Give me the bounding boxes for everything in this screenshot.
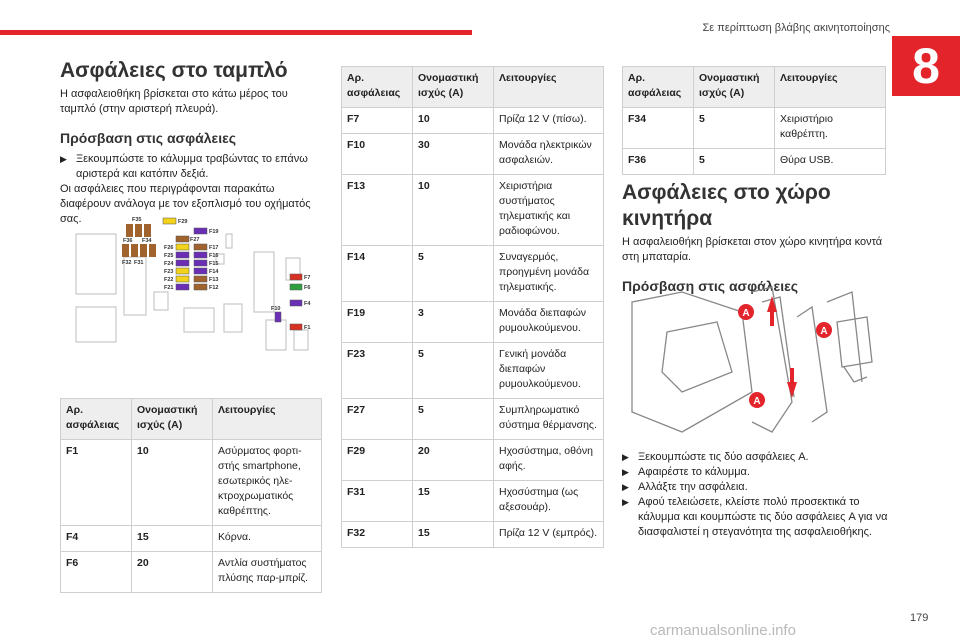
fuse-number-cell: F27: [342, 399, 413, 440]
table-header-row: [342, 67, 604, 108]
engine-fuses-title: Ασφάλειες στο χώρο κινητήρα: [622, 181, 831, 230]
dashboard-step-1: [60, 152, 322, 182]
bullet-arrow-icon: ▶: [622, 497, 629, 507]
fuse-number-cell: F13: [342, 175, 413, 246]
fuse-rating-cell: 20: [413, 440, 494, 481]
table-row: [623, 108, 886, 149]
fuse-number-cell: F34: [623, 108, 694, 149]
table-row: [342, 134, 604, 175]
engine-step-text: Αφαιρέστε το κάλυμμα.: [638, 466, 750, 478]
table-header-row: [61, 399, 322, 440]
table-row: [342, 175, 604, 246]
marker-a-label: A: [820, 326, 828, 337]
fuse-number-cell: F7: [342, 108, 413, 134]
table-row: [623, 149, 886, 175]
table-row: [342, 399, 604, 440]
fuse-function-cell: Γενική μονάδα διεπαφών ρυμουλκούμενου.: [494, 343, 604, 399]
fuse-number-cell: F31: [342, 481, 413, 522]
bullet-arrow-icon: ▶: [622, 467, 629, 477]
marker-a-label: A: [753, 396, 761, 407]
page-header-title: Σε περίπτωση βλάβης ακινητοποίησης: [702, 22, 890, 34]
fuse-label-f27: F27: [190, 237, 200, 243]
fuse-function-cell: Πρίζα 12 V (πίσω).: [494, 108, 604, 134]
dashboard-fuses-intro: Η ασφαλειοθήκη βρίσκεται στο κάτω μέρος του ταμπλό (στην αριστερή πλευρά).: [60, 88, 288, 115]
marker-a-right: [816, 322, 832, 338]
table-row: [342, 343, 604, 399]
fuse-rating-cell: 5: [694, 149, 775, 175]
dashboard-fuse-table-1: [60, 398, 322, 593]
table-row: [61, 526, 322, 552]
fuse-label-f17: F17: [209, 245, 219, 251]
watermark: carmanualsonline.info: [650, 622, 796, 639]
dashboard-access-title: Πρόσβαση στις ασφάλειες: [60, 130, 237, 146]
fuse-function-cell: Ηχοσύστημα (ως αξεσουάρ).: [494, 481, 604, 522]
bullet-arrow-icon: ▶: [622, 452, 629, 462]
fuse-label-f25: F25: [164, 253, 174, 259]
fuse-function-cell: Πρίζα 12 V (εμπρός).: [494, 522, 604, 548]
col-header-functions: Λειτουργίες: [775, 67, 886, 108]
fuse-rating-cell: 5: [413, 399, 494, 440]
bullet-arrow-icon: ▶: [622, 482, 629, 492]
fuse-function-cell: Κόρνα.: [213, 526, 322, 552]
dashboard-step-1-text: Ξεκουμπώστε το κάλυμμα τραβώντας το επάνω αριστερά και κατόπιν δεξιά.: [76, 153, 308, 180]
marker-a-top: [738, 304, 754, 320]
fuse-label-f35: F35: [132, 217, 142, 223]
engine-step-4: [622, 495, 890, 540]
dashboard-fusebox-diagram: [66, 212, 318, 382]
col-header-rating: Ονομαστική ισχύς (A): [132, 399, 213, 440]
fuse-label-f24: F24: [164, 261, 174, 267]
col-header-functions: Λειτουργίες: [213, 399, 322, 440]
fuse-function-cell: Συμπληρωματικό σύστημα θέρμανσης.: [494, 399, 604, 440]
dashboard-fuses-title: Ασφάλειες στο ταμπλό: [60, 59, 288, 82]
fuse-rating-cell: 15: [132, 526, 213, 552]
fuse-label-f6: F6: [304, 285, 311, 291]
fuse-label-f10: F10: [271, 306, 281, 312]
fuse-label-f16: F16: [209, 253, 219, 259]
table-row: [342, 481, 604, 522]
table-row: [342, 246, 604, 302]
bullet-arrow-icon: ▶: [60, 154, 67, 164]
top-accent-bar: [0, 30, 472, 35]
fuse-function-cell: Μονάδα ηλεκτρικών ασφαλειών.: [494, 134, 604, 175]
fuse-number-cell: F14: [342, 246, 413, 302]
fuse-rating-cell: 10: [413, 175, 494, 246]
engine-step-3: [622, 480, 890, 495]
fuse-label-f12: F12: [209, 285, 219, 291]
engine-fuses-intro: Η ασφαλειοθήκη βρίσκεται στον χώρο κινητήρα κοντά στη μπαταρία.: [622, 236, 883, 263]
engine-step-text: Αφού τελειώσετε, κλείστε πολύ προσεκτικά το κάλυμμα και κουμπώστε τις δύο ασφάλειες A για να διασφαλιστεί η στεγανότητα της ασφαλειοθήκης.: [638, 496, 888, 538]
fuse-function-cell: Χειριστήρια συστήματος τηλεματικής και ραδιοφώνου.: [494, 175, 604, 246]
fuse-label-f22: F22: [164, 277, 174, 283]
engine-step-2: [622, 465, 890, 480]
fuse-label-f36: F36: [123, 238, 133, 244]
fuse-label-f7: F7: [304, 275, 311, 281]
engine-steps: [622, 450, 890, 540]
fuse-number-cell: F10: [342, 134, 413, 175]
fuse-label-f32: F32: [122, 260, 132, 266]
dashboard-fuse-table-2: [341, 66, 604, 548]
fuse-number-cell: F36: [623, 149, 694, 175]
fuse-rating-cell: 15: [413, 481, 494, 522]
table-row: [342, 440, 604, 481]
table-row: [342, 522, 604, 548]
table-row: [61, 440, 322, 526]
table-row: [342, 302, 604, 343]
page-number: 179: [910, 612, 929, 624]
fuse-number-cell: F29: [342, 440, 413, 481]
fuse-label-f4: F4: [304, 301, 311, 307]
fuse-function-cell: Θύρα USB.: [775, 149, 886, 175]
fuse-label-f29: F29: [178, 219, 188, 225]
fuse-function-cell: Συναγερμός, προηγμένη μονάδα τηλεματικής.: [494, 246, 604, 302]
marker-a-bottom: [749, 392, 765, 408]
fuse-number-cell: F6: [61, 552, 132, 593]
fuse-label-f26: F26: [164, 245, 174, 251]
col-header-functions: Λειτουργίες: [494, 67, 604, 108]
col-header-number: Αρ. ασφάλειας: [342, 67, 413, 108]
fuse-label-f23: F23: [164, 269, 174, 275]
fuse-rating-cell: 30: [413, 134, 494, 175]
fuse-function-cell: Αντλία συστήματος πλύσης παρ-μπρίζ.: [213, 552, 322, 593]
fuse-number-cell: F4: [61, 526, 132, 552]
table-row: [61, 552, 322, 593]
dashboard-note: Οι ασφάλειες που περιγράφονται παρακάτω διαφέρουν ανάλογα με τον εξοπλισμό του οχήματός σας.: [60, 183, 311, 225]
fuse-label-f14: F14: [209, 269, 219, 275]
fuse-rating-cell: 10: [413, 108, 494, 134]
table-header-row: [623, 67, 886, 108]
fuse-function-cell: Ηχοσύστημα, οθόνη αφής.: [494, 440, 604, 481]
fuse-label-f21: F21: [164, 285, 174, 291]
engine-step-text: Αλλάξτε την ασφάλεια.: [638, 481, 748, 493]
col-header-number: Αρ. ασφάλειας: [61, 399, 132, 440]
fuse-label-f1: F1: [304, 325, 311, 331]
col-header-rating: Ονομαστική ισχύς (A): [413, 67, 494, 108]
marker-a-label: A: [742, 308, 750, 319]
engine-step-text: Ξεκουμπώστε τις δύο ασφάλειες A.: [638, 451, 809, 463]
fuse-rating-cell: 15: [413, 522, 494, 548]
fuse-function-cell: Ασύρματος φορτι-στής smartphone, εσωτερικός ηλε-κτροχρωματικός καθρέπτης.: [213, 440, 322, 526]
engine-fusebox-illustration: [622, 282, 886, 442]
fuse-function-cell: Μονάδα διεπαφών ρυμουλκούμενου.: [494, 302, 604, 343]
fuse-rating-cell: 5: [413, 246, 494, 302]
fuse-label-f31: F31: [134, 260, 144, 266]
fuse-rating-cell: 3: [413, 302, 494, 343]
engine-fuse-table: [622, 66, 886, 175]
fuse-rating-cell: 10: [132, 440, 213, 526]
fuse-label-f13: F13: [209, 277, 219, 283]
fuse-number-cell: F19: [342, 302, 413, 343]
chapter-number-badge: 8: [892, 36, 960, 96]
engine-step-1: [622, 450, 890, 465]
fuse-number-cell: F23: [342, 343, 413, 399]
fuse-rating-cell: 20: [132, 552, 213, 593]
table-row: [342, 108, 604, 134]
fuse-label-f19: F19: [209, 229, 219, 235]
col-header-number: Αρ. ασφάλειας: [623, 67, 694, 108]
fuse-number-cell: F1: [61, 440, 132, 526]
left-column: [60, 58, 322, 227]
fuse-function-cell: Χειριστήριο καθρέπτη.: [775, 108, 886, 149]
engine-access-title: Πρόσβαση στις ασφάλειες: [622, 278, 799, 294]
fuse-label-f34: F34: [142, 238, 152, 244]
fuse-label-f15: F15: [209, 261, 219, 267]
fuse-number-cell: F32: [342, 522, 413, 548]
col-header-rating: Ονομαστική ισχύς (A): [694, 67, 775, 108]
fuse-rating-cell: 5: [413, 343, 494, 399]
fuse-rating-cell: 5: [694, 108, 775, 149]
